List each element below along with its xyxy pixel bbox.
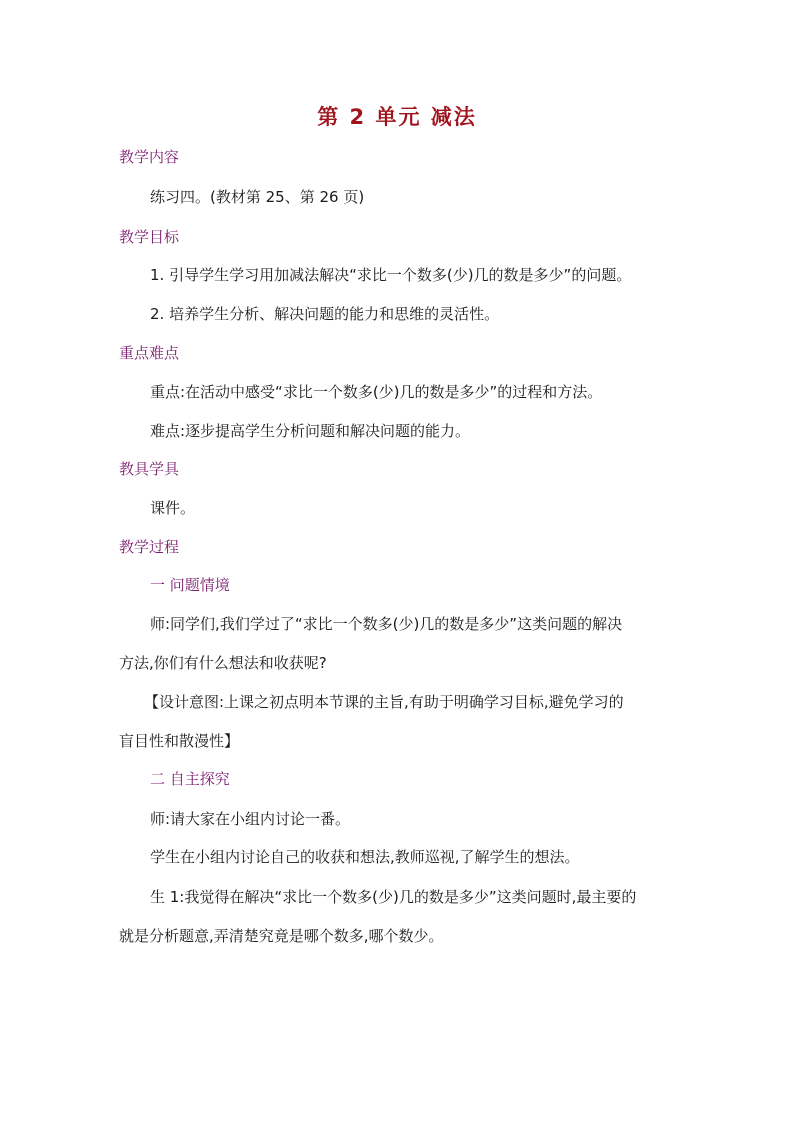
paragraph-difficult-point: 难点:逐步提高学生分析问题和解决问题的能力。 <box>150 422 471 440</box>
page-title: 第 2 单元 减法 <box>317 105 477 129</box>
paragraph-step2-student1-line2: 就是分析题意,弄清楚究竟是哪个数多,哪个数少。 <box>119 927 444 945</box>
paragraph-step1-design-line1: 【设计意图:上课之初点明本节课的主旨,有助于明确学习目标,避免学习的 <box>144 693 624 711</box>
heading-teaching-goals: 教学目标 <box>119 228 180 246</box>
paragraph-step1-teacher-line2: 方法,你们有什么想法和收获呢? <box>119 654 327 672</box>
paragraph-goal-1: 1. 引导学生学习用加减法解决“求比一个数多(少)几的数是多少”的问题。 <box>150 266 632 284</box>
heading-teaching-tools: 教具学具 <box>119 460 180 478</box>
paragraph-step2-student1-line1: 生 1:我觉得在解决“求比一个数多(少)几的数是多少”这类问题时,最主要的 <box>150 888 637 906</box>
paragraph-step1-teacher-line1: 师:同学们,我们学过了“求比一个数多(少)几的数是多少”这类问题的解决 <box>150 615 623 633</box>
heading-key-difficult: 重点难点 <box>119 344 180 362</box>
subheading-step-1: 一 问题情境 <box>150 576 230 594</box>
paragraph-content-text: 练习四。(教材第 25、第 26 页) <box>150 188 365 206</box>
paragraph-key-point: 重点:在活动中感受“求比一个数多(少)几的数是多少”的过程和方法。 <box>150 383 603 401</box>
paragraph-step2-students: 学生在小组内讨论自己的收获和想法,教师巡视,了解学生的想法。 <box>150 848 580 866</box>
paragraph-tools-text: 课件。 <box>150 499 196 517</box>
paragraph-step2-teacher: 师:请大家在小组内讨论一番。 <box>150 810 351 828</box>
paragraph-step1-design-line2: 盲目性和散漫性】 <box>119 732 240 750</box>
heading-teaching-process: 教学过程 <box>119 538 180 556</box>
paragraph-goal-2: 2. 培养学生分析、解决问题的能力和思维的灵活性。 <box>150 305 500 323</box>
heading-teaching-content: 教学内容 <box>119 148 180 166</box>
subheading-step-2: 二 自主探究 <box>150 770 230 788</box>
